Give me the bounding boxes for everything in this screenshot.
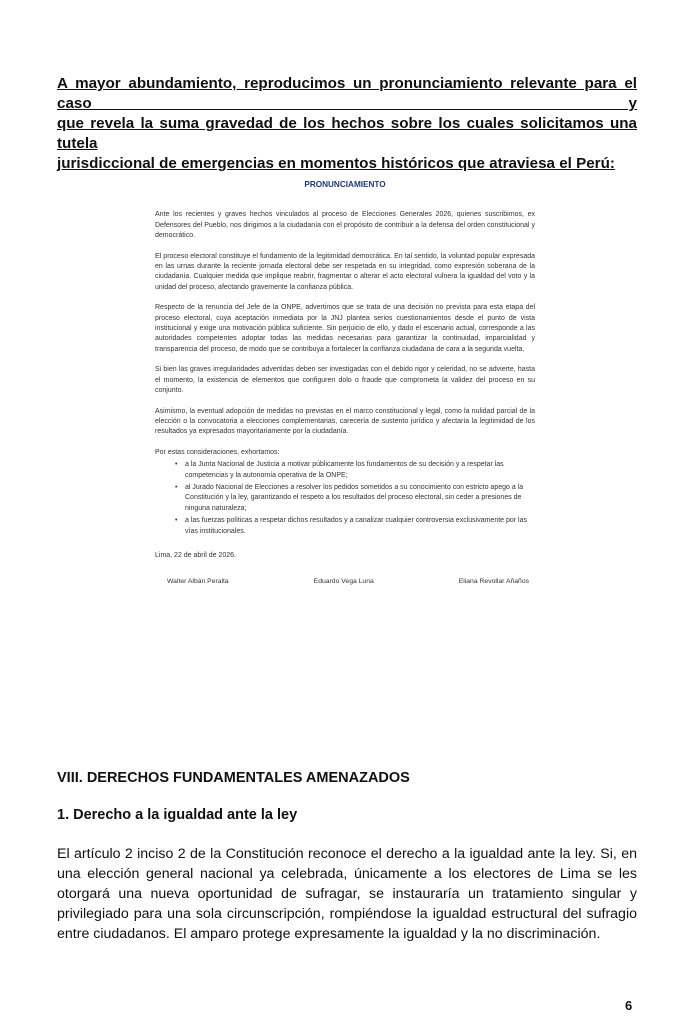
section-heading: VIII. DERECHOS FUNDAMENTALES AMENAZADOS bbox=[57, 770, 410, 786]
embedded-pronunciamiento bbox=[155, 180, 535, 588]
pronunciamiento-paragraph: Asimismo, la eventual adopción de medidas no previstas en el marco constitucional y legal, como la nulidad parcial de la elección o la convocatoria a elecciones complementarias, carecería de sustento jurídico y afectaría la legitimidad de los resultados ya expresados mayoritariamente por la ciudadanía. bbox=[155, 407, 535, 436]
pronunciamiento-paragraph: Ante los recientes y graves hechos vinculados al proceso de Elecciones Generales 2026, quienes suscribimos, ex Defensores del Pueblo, nos dirigimos a la ciudadanía con el propósito de contribuir a la defensa del orden constitucional y democrático. bbox=[155, 211, 535, 240]
pronunciamiento-date: Lima, 22 de abril de 2026. bbox=[155, 551, 236, 559]
signatory-name: Eliana Revollar Añaños bbox=[458, 578, 529, 586]
exhort-list bbox=[155, 460, 535, 537]
pronunciamiento-title: PRONUNCIAMIENTO bbox=[304, 180, 386, 189]
pronunciamiento-paragraph: Si bien las graves irregularidades advertidas deben ser investigadas con el debido rigor y celeridad, no se advierte, hasta el momento, la existencia de elementos que configuren dolo o fraude que comprometa la validez del proceso en su conjunto. bbox=[155, 366, 535, 395]
intro-line: jurisdiccional de emergencias en momentos históricos que atraviesa el Perú: bbox=[57, 155, 615, 172]
signatory-name: Eduardo Vega Luna bbox=[313, 578, 374, 586]
intro-line: que revela la suma gravedad de los hechos sobre los cuales solicitamos una tutela bbox=[57, 115, 637, 152]
exhort-item: • a la Junta Nacional de Justicia a motivar públicamente los fundamentos de su decisión y a respetar las competencias y la autonomía operativa de la ONPE; bbox=[185, 460, 535, 481]
exhort-item: • al Jurado Nacional de Elecciones a resolver los pedidos sometidos a su conocimiento con estricto apego a la Constitución y la ley, garantizando el respeto a los resultados del proceso electoral, sin ceder a presiones de ninguna naturaleza; bbox=[185, 483, 535, 514]
page-number: 6 bbox=[625, 998, 633, 1013]
signatory-name: Walter Albán Peralta bbox=[167, 578, 229, 586]
pronunciamiento-paragraph: El proceso electoral constituye el fundamento de la legitimidad democrática. En tal sentido, la voluntad popular expresada en las urnas durante la reciente jornada electoral debe ser respetada en su integridad, como expresión soberana de la ciudadanía. Cualquier medida que implique reabrir, fragmentar o alterar el acto electoral vulnera la igualdad del voto y la unidad del proceso, afectando gravemente la confianza pública. bbox=[155, 252, 535, 291]
signatories bbox=[155, 577, 535, 587]
section-body: El artículo 2 inciso 2 de la Constitución reconoce el derecho a la igualdad ante la ley. Si, en una elección general nacional ya celebrada, únicamente a los electores de Lima se les otorgará una nueva oportunidad de sufragar, se instauraría un tratamiento singular y privilegiado para una sola circunscripción, rompiéndose la igualdad estructural del sufragio entre ciudadanos. El amparo protege expresamente la igualdad y la no discriminación. bbox=[57, 846, 637, 942]
pronunciamiento-paragraph: Respecto de la renuncia del Jefe de la ONPE, advertimos que se trata de una decisión no prevista para esta etapa del proceso electoral, cuya aceptación inmediata por la JNJ plantea serios cuestionamientos desde el punto de vista institucional y exige una motivación pública suficiente. Sin perjuicio de ello, y dado el escenario actual, corresponde a las autoridades competentes adoptar todas las medidas necesarias para garantizar la continuidad, imparcialidad y transparencia del proceso, de modo que se contribuya a fortalecer la confianza ciudadana de cara a la segunda vuelta. bbox=[155, 304, 535, 353]
exhort-item: • a las fuerzas políticas a respetar dichos resultados y a canalizar cualquier controversia exclusivamente por las vías institucionales. bbox=[185, 516, 535, 537]
intro-paragraph bbox=[57, 74, 637, 174]
intro-line: A mayor abundamiento, reproducimos un pronunciamiento relevante para el caso y bbox=[57, 75, 637, 112]
subsection-heading: 1. Derecho a la igualdad ante la ley bbox=[57, 807, 298, 823]
exhort-intro: Por estas consideraciones, exhortamos: bbox=[155, 448, 280, 456]
